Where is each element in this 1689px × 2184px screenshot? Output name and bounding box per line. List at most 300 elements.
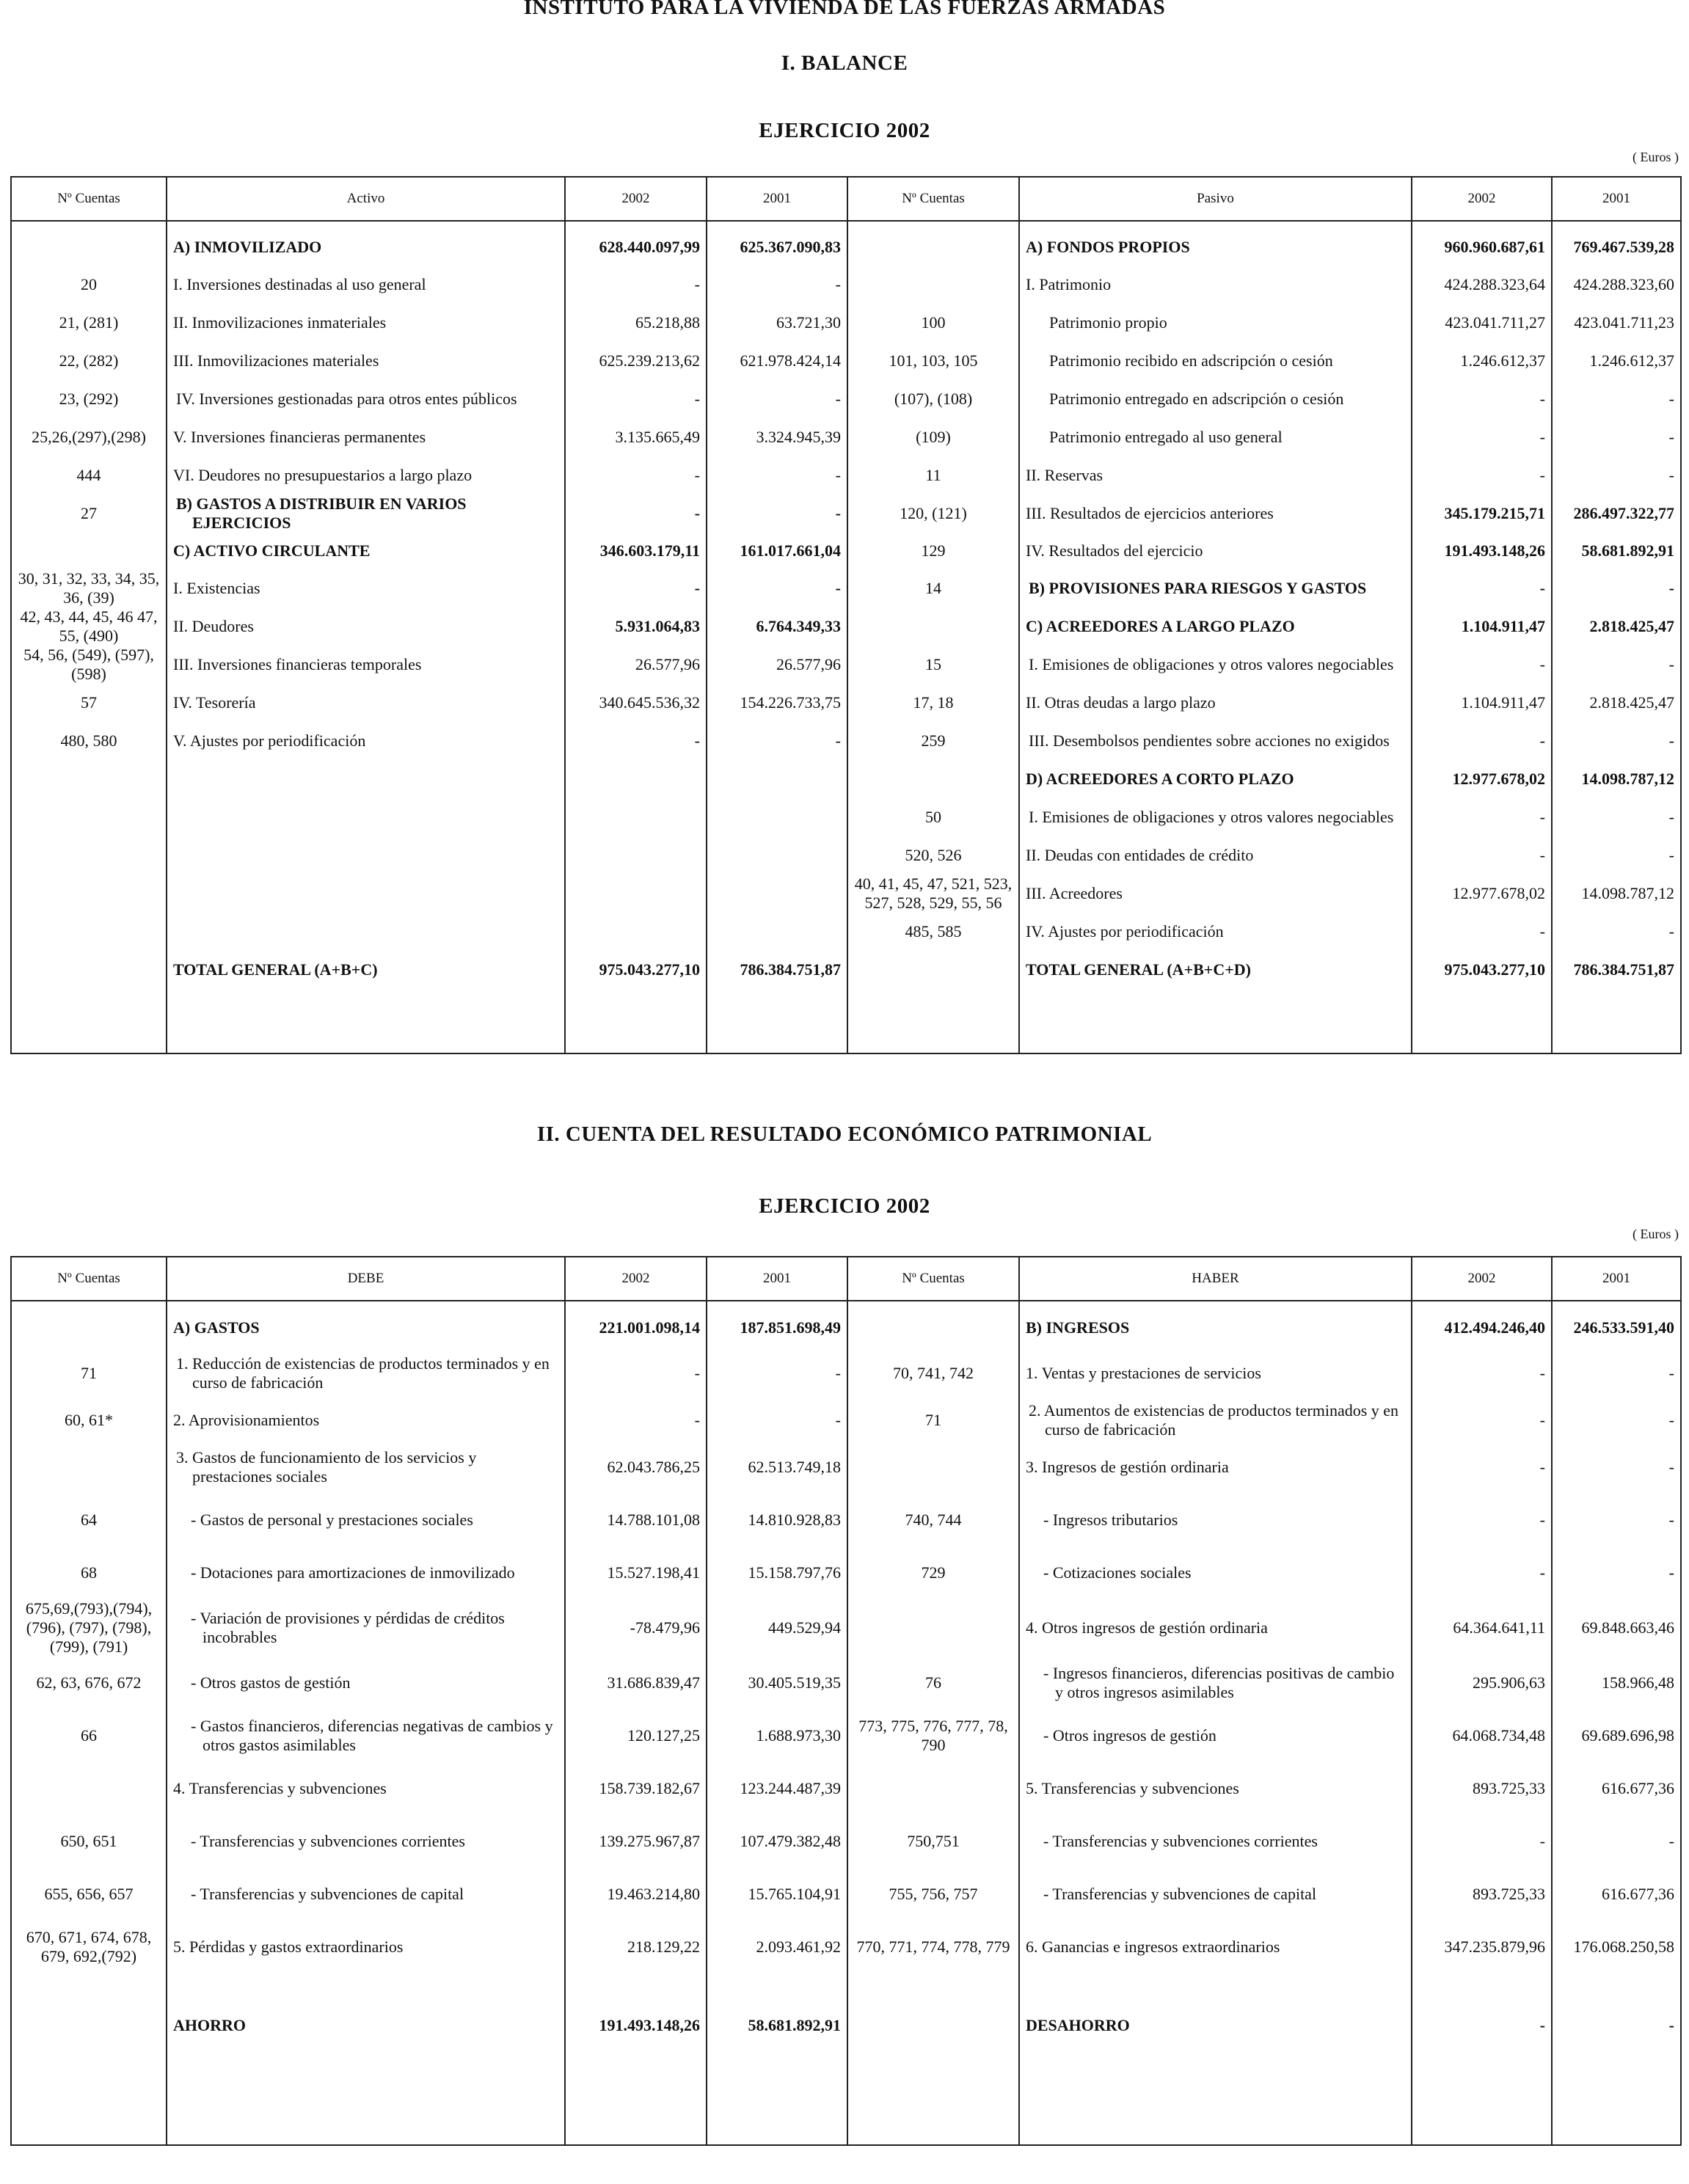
account-right: 70, 741, 742	[847, 1347, 1019, 1400]
value-right-2001: -	[1552, 456, 1681, 494]
concept-right: II. Deudas con entidades de crédito	[1019, 836, 1412, 874]
table-row	[11, 1973, 1681, 2078]
col-header: HABER	[1019, 1257, 1412, 1301]
concept-left: - Transferencias y subvenciones de capital	[167, 1868, 565, 1921]
value-right-2001: -	[1552, 1815, 1681, 1868]
spacer-cell	[1552, 1301, 1681, 1309]
value-right-2001: -	[1552, 569, 1681, 607]
table-row	[11, 1709, 1681, 1762]
value-right-2002: -	[1412, 1815, 1552, 1868]
spacer-cell	[847, 221, 1019, 229]
account-right: 71	[847, 1400, 1019, 1441]
value-left-2001	[707, 798, 847, 836]
value-left-2002: -	[565, 380, 707, 418]
spacer-cell	[565, 1301, 707, 1309]
value-left-2001: 154.226.733,75	[707, 684, 847, 722]
col-header: Nº Cuentas	[847, 177, 1019, 221]
spacer-cell	[167, 989, 565, 1053]
col-header: 2001	[1552, 1257, 1681, 1301]
concept-left: - Variación de provisiones y pérdidas de créditos incobrables	[167, 1599, 565, 1657]
value-left-2001	[707, 836, 847, 874]
value-right-2002: -	[1412, 456, 1552, 494]
account-right	[847, 760, 1019, 798]
value-left-2001: 161.017.661,04	[707, 533, 847, 569]
result-units: ( Euros )	[1633, 1227, 1679, 1241]
account-left	[11, 913, 167, 951]
value-left-2001: 30.405.519,35	[707, 1657, 847, 1709]
value-left-2002: 625.239.213,62	[565, 342, 707, 380]
spacer-cell	[1412, 221, 1552, 229]
concept-left: TOTAL GENERAL (A+B+C)	[167, 951, 565, 989]
account-left	[11, 533, 167, 569]
account-left: 675,69,(793),(794), (796), (797), (798), (799), (791)	[11, 1599, 167, 1657]
account-right: 773, 775, 776, 777, 78, 790	[847, 1709, 1019, 1762]
value-left-2002: 5.931.064,83	[565, 607, 707, 646]
value-left-2002: -	[565, 456, 707, 494]
value-right-2001: -	[1552, 1400, 1681, 1441]
value-right-2001: -	[1552, 722, 1681, 760]
account-right: 120, (121)	[847, 494, 1019, 533]
value-right-2002: 893.725,33	[1412, 1868, 1552, 1921]
value-left-2002: -	[565, 1347, 707, 1400]
account-right	[847, 1309, 1019, 1347]
value-left-2002: 218.129,22	[565, 1921, 707, 1973]
value-left-2002	[565, 760, 707, 798]
concept-right: II. Reservas	[1019, 456, 1412, 494]
value-right-2002: 347.235.879,96	[1412, 1921, 1552, 1973]
account-left: 480, 580	[11, 722, 167, 760]
spacer-cell	[707, 1301, 847, 1309]
value-left-2001: 187.851.698,49	[707, 1309, 847, 1347]
value-right-2001: -	[1552, 1494, 1681, 1546]
account-right: 740, 744	[847, 1494, 1019, 1546]
value-right-2002: 1.104.911,47	[1412, 607, 1552, 646]
concept-left: 1. Reducción de existencias de productos terminados y en curso de fabricación	[167, 1347, 565, 1400]
value-right-2002: 960.960.687,61	[1412, 229, 1552, 266]
value-right-2001: 769.467.539,28	[1552, 229, 1681, 266]
table-row	[11, 684, 1681, 722]
account-right: 755, 756, 757	[847, 1868, 1019, 1921]
value-left-2002: 139.275.967,87	[565, 1815, 707, 1868]
table-row	[11, 1868, 1681, 1921]
balance-table	[10, 176, 1682, 1054]
table-row	[11, 798, 1681, 836]
concept-left: V. Ajustes por periodificación	[167, 722, 565, 760]
concept-left: - Transferencias y subvenciones corrientes	[167, 1815, 565, 1868]
value-left-2002: 14.788.101,08	[565, 1494, 707, 1546]
spacer-cell	[707, 221, 847, 229]
value-right-2001: 786.384.751,87	[1552, 951, 1681, 989]
value-left-2002: 62.043.786,25	[565, 1441, 707, 1494]
value-right-2001: -	[1552, 380, 1681, 418]
account-left: 27	[11, 494, 167, 533]
table-row	[11, 1347, 1681, 1400]
value-right-2002: 12.977.678,02	[1412, 874, 1552, 913]
value-right-2002: -	[1412, 380, 1552, 418]
value-right-2002: -	[1412, 569, 1552, 607]
table-row	[11, 1400, 1681, 1441]
account-left: 444	[11, 456, 167, 494]
account-left: 42, 43, 44, 45, 46 47, 55, (490)	[11, 607, 167, 646]
account-right: 520, 526	[847, 836, 1019, 874]
table-row	[11, 342, 1681, 380]
spacer-cell	[1019, 2078, 1412, 2145]
value-left-2001	[707, 913, 847, 951]
value-left-2002: -	[565, 1400, 707, 1441]
value-left-2002: 26.577,96	[565, 646, 707, 684]
balance-units: ( Euros )	[1633, 150, 1679, 164]
value-left-2001: 58.681.892,91	[707, 1973, 847, 2078]
value-right-2002: 64.364.641,11	[1412, 1599, 1552, 1657]
result-table	[10, 1256, 1682, 2146]
value-left-2002: 15.527.198,41	[565, 1546, 707, 1599]
account-left: 68	[11, 1546, 167, 1599]
account-right	[847, 1441, 1019, 1494]
concept-left	[167, 913, 565, 951]
table-row	[11, 874, 1681, 913]
value-left-2002: 340.645.536,32	[565, 684, 707, 722]
table-row	[11, 266, 1681, 304]
concept-left: A) INMOVILIZADO	[167, 229, 565, 266]
account-left	[11, 1441, 167, 1494]
table-row	[11, 836, 1681, 874]
value-right-2001: 2.818.425,47	[1552, 684, 1681, 722]
concept-right: IV. Resultados del ejercicio	[1019, 533, 1412, 569]
value-left-2002: 31.686.839,47	[565, 1657, 707, 1709]
account-left: 57	[11, 684, 167, 722]
concept-left: IV. Tesorería	[167, 684, 565, 722]
concept-left: I. Existencias	[167, 569, 565, 607]
concept-right: B) PROVISIONES PARA RIESGOS Y GASTOS	[1019, 569, 1412, 607]
value-right-2001: -	[1552, 646, 1681, 684]
account-left	[11, 1762, 167, 1815]
account-right: 485, 585	[847, 913, 1019, 951]
concept-right: 2. Aumentos de existencias de productos terminados y en curso de fabricación	[1019, 1400, 1412, 1441]
account-right: 15	[847, 646, 1019, 684]
concept-right: IV. Ajustes por periodificación	[1019, 913, 1412, 951]
col-header: 2002	[565, 177, 707, 221]
value-right-2001: -	[1552, 1546, 1681, 1599]
table-row	[11, 456, 1681, 494]
institute-title: INSTITUTO PARA LA VIVIENDA DE LAS FUERZAS ARMADAS	[523, 0, 1166, 19]
table-row	[11, 533, 1681, 569]
value-right-2001: 616.677,36	[1552, 1762, 1681, 1815]
account-left: 20	[11, 266, 167, 304]
value-left-2002: -	[565, 266, 707, 304]
value-left-2002: -78.479,96	[565, 1599, 707, 1657]
account-left	[11, 951, 167, 989]
value-right-2001: 69.848.663,46	[1552, 1599, 1681, 1657]
table-row	[11, 1921, 1681, 1973]
spacer-cell	[847, 989, 1019, 1053]
value-right-2001: 286.497.322,77	[1552, 494, 1681, 533]
concept-left	[167, 760, 565, 798]
value-left-2001: 123.244.487,39	[707, 1762, 847, 1815]
account-right: 129	[847, 533, 1019, 569]
concept-left: 5. Pérdidas y gastos extraordinarios	[167, 1921, 565, 1973]
value-right-2001: 616.677,36	[1552, 1868, 1681, 1921]
value-left-2001: 6.764.349,33	[707, 607, 847, 646]
value-right-2002: -	[1412, 1347, 1552, 1400]
value-left-2002	[565, 836, 707, 874]
value-right-2001: 424.288.323,60	[1552, 266, 1681, 304]
result-title: II. CUENTA DEL RESULTADO ECONÓMICO PATRIMONIAL	[536, 1122, 1153, 1146]
table-row	[11, 1494, 1681, 1546]
account-left	[11, 874, 167, 913]
account-right: 50	[847, 798, 1019, 836]
value-left-2001: -	[707, 380, 847, 418]
concept-right: Patrimonio propio	[1019, 304, 1412, 342]
account-left: 23, (292)	[11, 380, 167, 418]
table-row	[11, 760, 1681, 798]
concept-right: D) ACREEDORES A CORTO PLAZO	[1019, 760, 1412, 798]
account-right	[847, 1762, 1019, 1815]
table-row	[11, 1762, 1681, 1815]
account-right	[847, 951, 1019, 989]
value-left-2002: -	[565, 494, 707, 533]
col-header: Nº Cuentas	[11, 177, 167, 221]
account-right: 40, 41, 45, 47, 521, 523, 527, 528, 529, 55, 56	[847, 874, 1019, 913]
concept-left: II. Deudores	[167, 607, 565, 646]
value-right-2002: 345.179.215,71	[1412, 494, 1552, 533]
account-left: 60, 61*	[11, 1400, 167, 1441]
value-right-2001: 1.246.612,37	[1552, 342, 1681, 380]
spacer-cell	[1019, 221, 1412, 229]
value-right-2001: 58.681.892,91	[1552, 533, 1681, 569]
account-left	[11, 836, 167, 874]
spacer-cell	[1019, 989, 1412, 1053]
value-right-2002: -	[1412, 1973, 1552, 2078]
account-right: 101, 103, 105	[847, 342, 1019, 380]
concept-left: IV. Inversiones gestionadas para otros entes públicos	[167, 380, 565, 418]
value-left-2001	[707, 760, 847, 798]
account-left	[11, 760, 167, 798]
account-left: 64	[11, 1494, 167, 1546]
value-left-2002	[565, 913, 707, 951]
col-header: Activo	[167, 177, 565, 221]
table-row	[11, 722, 1681, 760]
value-right-2002: 12.977.678,02	[1412, 760, 1552, 798]
account-right: 729	[847, 1546, 1019, 1599]
concept-left: B) GASTOS A DISTRIBUIR EN VARIOS EJERCICIOS	[167, 494, 565, 533]
table-row	[11, 1309, 1681, 1347]
col-header: 2001	[707, 177, 847, 221]
account-right: 750,751	[847, 1815, 1019, 1868]
value-right-2002: -	[1412, 1441, 1552, 1494]
spacer-cell	[167, 1301, 565, 1309]
table-row	[11, 607, 1681, 646]
balance-title: I. BALANCE	[781, 51, 908, 75]
value-right-2002: -	[1412, 418, 1552, 456]
value-right-2002: -	[1412, 913, 1552, 951]
spacer-cell	[1552, 989, 1681, 1053]
spacer-cell	[1412, 2078, 1552, 2145]
spacer-cell	[565, 221, 707, 229]
concept-right: I. Emisiones de obligaciones y otros valores negociables	[1019, 798, 1412, 836]
table-row	[11, 1546, 1681, 1599]
spacer-cell	[565, 2078, 707, 2145]
value-left-2001: 15.765.104,91	[707, 1868, 847, 1921]
value-right-2002: 64.068.734,48	[1412, 1709, 1552, 1762]
value-left-2002: 120.127,25	[565, 1709, 707, 1762]
value-left-2001: 449.529,94	[707, 1599, 847, 1657]
account-left	[11, 229, 167, 266]
result-exercise: EJERCICIO 2002	[759, 1194, 930, 1218]
concept-right: I. Emisiones de obligaciones y otros valores negociables	[1019, 646, 1412, 684]
value-right-2002: 191.493.148,26	[1412, 533, 1552, 569]
value-right-2002: -	[1412, 1400, 1552, 1441]
value-right-2002: -	[1412, 646, 1552, 684]
concept-right: Patrimonio recibido en adscripción o cesión	[1019, 342, 1412, 380]
table-row	[11, 418, 1681, 456]
concept-left: III. Inmovilizaciones materiales	[167, 342, 565, 380]
account-right: 11	[847, 456, 1019, 494]
spacer-cell	[11, 2078, 167, 2145]
account-left: 21, (281)	[11, 304, 167, 342]
spacer-cell	[707, 2078, 847, 2145]
table-row	[11, 1657, 1681, 1709]
spacer-cell	[167, 2078, 565, 2145]
value-left-2001: 621.978.424,14	[707, 342, 847, 380]
value-right-2001: -	[1552, 1973, 1681, 2078]
concept-left: - Gastos de personal y prestaciones sociales	[167, 1494, 565, 1546]
account-right	[847, 266, 1019, 304]
account-right: 259	[847, 722, 1019, 760]
col-header: 2002	[1412, 1257, 1552, 1301]
value-left-2002: 19.463.214,80	[565, 1868, 707, 1921]
col-header: Nº Cuentas	[847, 1257, 1019, 1301]
value-right-2002: -	[1412, 798, 1552, 836]
table-row	[11, 304, 1681, 342]
value-left-2001: 26.577,96	[707, 646, 847, 684]
account-right: (109)	[847, 418, 1019, 456]
concept-right: 4. Otros ingresos de gestión ordinaria	[1019, 1599, 1412, 1657]
value-right-2001: -	[1552, 836, 1681, 874]
value-right-2001: -	[1552, 913, 1681, 951]
value-left-2002: -	[565, 722, 707, 760]
spacer-cell	[11, 221, 167, 229]
account-left: 22, (282)	[11, 342, 167, 380]
concept-right: III. Desembolsos pendientes sobre acciones no exigidos	[1019, 722, 1412, 760]
value-left-2001: -	[707, 266, 847, 304]
value-left-2001: 107.479.382,48	[707, 1815, 847, 1868]
concept-left	[167, 874, 565, 913]
value-right-2001: -	[1552, 798, 1681, 836]
concept-left: V. Inversiones financieras permanentes	[167, 418, 565, 456]
value-right-2002: -	[1412, 1546, 1552, 1599]
value-left-2001: 1.688.973,30	[707, 1709, 847, 1762]
value-right-2001: 158.966,48	[1552, 1657, 1681, 1709]
concept-left: AHORRO	[167, 1973, 565, 2078]
value-left-2002: 975.043.277,10	[565, 951, 707, 989]
account-right: 17, 18	[847, 684, 1019, 722]
value-left-2001: 3.324.945,39	[707, 418, 847, 456]
concept-left	[167, 836, 565, 874]
table-row	[11, 913, 1681, 951]
table-row	[11, 494, 1681, 533]
col-header: 2001	[707, 1257, 847, 1301]
account-right	[847, 607, 1019, 646]
concept-left: I. Inversiones destinadas al uso general	[167, 266, 565, 304]
account-left: 650, 651	[11, 1815, 167, 1868]
balance-exercise: EJERCICIO 2002	[759, 119, 930, 142]
account-left: 54, 56, (549), (597), (598)	[11, 646, 167, 684]
account-left: 62, 63, 676, 672	[11, 1657, 167, 1709]
value-left-2001: -	[707, 722, 847, 760]
account-right: 14	[847, 569, 1019, 607]
account-right	[847, 1973, 1019, 2078]
col-header: 2002	[1412, 177, 1552, 221]
table-row	[11, 569, 1681, 607]
col-header: 2002	[565, 1257, 707, 1301]
concept-right: - Ingresos financieros, diferencias positivas de cambio y otros ingresos asimilables	[1019, 1657, 1412, 1709]
spacer-cell	[1412, 989, 1552, 1053]
value-left-2002: -	[565, 569, 707, 607]
value-left-2002: 65.218,88	[565, 304, 707, 342]
value-right-2001: -	[1552, 1347, 1681, 1400]
concept-right: B) INGRESOS	[1019, 1309, 1412, 1347]
spacer-cell	[11, 1301, 167, 1309]
concept-left: - Otros gastos de gestión	[167, 1657, 565, 1709]
concept-right: - Cotizaciones sociales	[1019, 1546, 1412, 1599]
value-right-2002: 1.246.612,37	[1412, 342, 1552, 380]
account-left: 66	[11, 1709, 167, 1762]
value-left-2002: 628.440.097,99	[565, 229, 707, 266]
table-row	[11, 229, 1681, 266]
value-left-2001: 62.513.749,18	[707, 1441, 847, 1494]
value-right-2002: 424.288.323,64	[1412, 266, 1552, 304]
spacer-cell	[1552, 2078, 1681, 2145]
value-left-2002: 3.135.665,49	[565, 418, 707, 456]
concept-right: 3. Ingresos de gestión ordinaria	[1019, 1441, 1412, 1494]
concept-left: 4. Transferencias y subvenciones	[167, 1762, 565, 1815]
value-right-2002: 423.041.711,27	[1412, 304, 1552, 342]
col-header: Pasivo	[1019, 177, 1412, 221]
col-header: 2001	[1552, 177, 1681, 221]
concept-left: II. Inmovilizaciones inmateriales	[167, 304, 565, 342]
value-left-2002	[565, 874, 707, 913]
concept-left: C) ACTIVO CIRCULANTE	[167, 533, 565, 569]
concept-right: III. Acreedores	[1019, 874, 1412, 913]
value-right-2001: 2.818.425,47	[1552, 607, 1681, 646]
value-left-2001: 14.810.928,83	[707, 1494, 847, 1546]
account-right	[847, 1599, 1019, 1657]
table-row	[11, 1815, 1681, 1868]
concept-left: - Dotaciones para amortizaciones de inmovilizado	[167, 1546, 565, 1599]
value-left-2002: 191.493.148,26	[565, 1973, 707, 2078]
concept-right: 6. Ganancias e ingresos extraordinarios	[1019, 1921, 1412, 1973]
concept-right: A) FONDOS PROPIOS	[1019, 229, 1412, 266]
concept-left: 3. Gastos de funcionamiento de los servicios y prestaciones sociales	[167, 1441, 565, 1494]
value-left-2001: 625.367.090,83	[707, 229, 847, 266]
col-header: Nº Cuentas	[11, 1257, 167, 1301]
spacer-cell	[707, 989, 847, 1053]
value-right-2001: -	[1552, 418, 1681, 456]
concept-left: A) GASTOS	[167, 1309, 565, 1347]
table-row	[11, 1441, 1681, 1494]
spacer-cell	[11, 989, 167, 1053]
value-right-2002: -	[1412, 722, 1552, 760]
concept-right: 5. Transferencias y subvenciones	[1019, 1762, 1412, 1815]
spacer-cell	[565, 989, 707, 1053]
value-right-2001: 246.533.591,40	[1552, 1309, 1681, 1347]
account-left: 670, 671, 674, 678, 679, 692,(792)	[11, 1921, 167, 1973]
value-left-2002	[565, 798, 707, 836]
value-left-2001: -	[707, 494, 847, 533]
value-left-2002: 158.739.182,67	[565, 1762, 707, 1815]
account-left	[11, 1973, 167, 2078]
concept-left: 2. Aprovisionamientos	[167, 1400, 565, 1441]
